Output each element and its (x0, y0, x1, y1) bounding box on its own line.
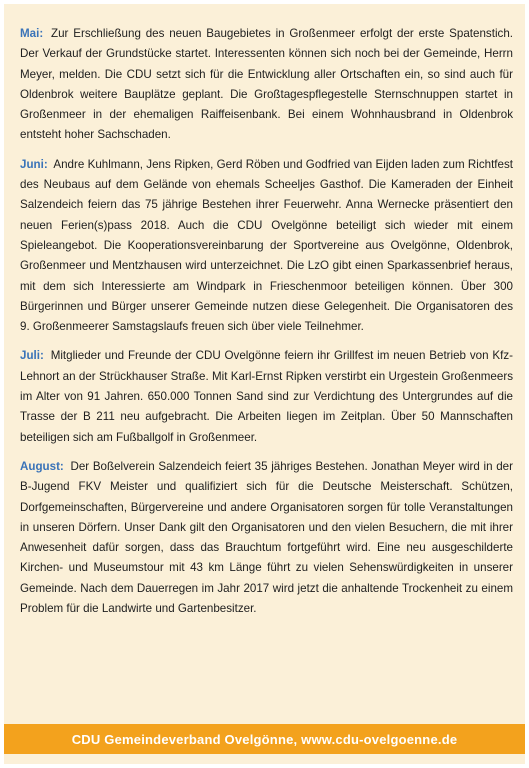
entry-august (20, 457, 513, 619)
month-label-august: August: (20, 459, 64, 473)
entry-juni (20, 155, 513, 338)
entry-juli (20, 346, 513, 447)
month-label-mai: Mai: (20, 27, 44, 40)
footer-text: CDU Gemeindeverband Ovelgönne, www.cdu-ovelgoenne.de (71, 731, 458, 747)
footer-bar (4, 724, 525, 754)
entry-text-august: Der Boßelverein Salzendeich feiert 35 jähriges Bestehen. Jonathan Meyer wird in der B-Jugend FKV Meister und qualifiziert sich für die Deutsche Meisterschaft. Schützen, Dorfgemeinschaften, Bürgervereine und andere Organisatoren sorgen für tolle Veranstaltungen in unseren Dörfern. Unser Dank gilt den Organisatoren und den vielen Besuchern, die mit ihrer Anwesenheit dafür sorgen, dass das Brauchtum fortgeführt wird. Eine neu ausgeschilderte Kirchen- und Museumstour mit 43 km Länge führt zu vielen Sehenswürdigkeiten in unserer Gemeinde. Nach dem Dauerregen im Jahr 2017 wird jetzt die anhaltende Trockenheit zu einem Problem für die Landwirte und Gartenbesitzer. (20, 459, 513, 616)
month-label-juni: Juni: (20, 157, 48, 171)
newsletter-page (4, 4, 525, 764)
month-label-juli: Juli: (20, 349, 44, 363)
entry-text-juli: Mitglieder und Freunde der CDU Ovelgönne feiern ihr Grillfest im neuen Betrieb von Kfz-Lehnort an der Strückhauser Straße. Mit Karl-Ernst Ripken verstirbt ein Urgestein Großenmeers im Alter von 91 Jahren. 650.000 Tonnen Sand sind zur Verdichtung des Untergrundes auf die Trasse der B 211 neu aufgebracht. Die Arbeiten liegen im Zeitplan. Über 50 Mannschaften beteiligen sich am Fußballgolf in Großenmeer. (20, 349, 513, 444)
entry-text-juni: Andre Kuhlmann, Jens Ripken, Gerd Röben und Godfried van Eijden laden zum Richtfest des Neubaus auf dem Gelände von ehemals Scheeljes Gasthof. Die Kameraden der Einheit Salzendeich feiern das 75 jährige Bestehen ihrer Feuerwehr. Anna Wernecke präsentiert den neuen Ferien(s)pass 2018. Auch die CDU Ovelgönne beteiligt sich wieder mit einem Spieleangebot. Die Kooperationsvereinbarung der Sportvereine aus Ovelgönne, Oldenbrok, Großenmeer und Mentzhausen wird unterzeichnet. Die LzO gibt einen Sparkassenbrief heraus, mit dem sich Interessierte am Windpark in Frieschenmoor beteiligen können. Über 300 Bürgerinnen und Bürger unserer Gemeinde nutzen diese Gelegenheit. Die Organisatoren des 9. Großenmeerer Samstagslaufs freuen sich über viele Teilnehmer. (20, 157, 513, 334)
chronicle-text (20, 24, 513, 628)
entry-mai (20, 24, 513, 146)
entry-text-mai: Zur Erschließung des neuen Baugebietes in Großenmeer erfolgt der erste Spatenstich. Der Verkauf der Grundstücke startet. Interessenten können sich noch bei der Gemeinde, Herrn Meyer, melden. Die CDU setzt sich für die Entwicklung aller Ortschaften ein, so sind auch für Oldenbrok weitere Bauplätze geplant. Die Großtagespflegestelle Sternschnuppen startet in Großenmeer in der ehemaligen Raiffeisenbank. Bei einem Wohnhausbrand in Oldenbrok entsteht hoher Sachschaden. (20, 27, 513, 142)
